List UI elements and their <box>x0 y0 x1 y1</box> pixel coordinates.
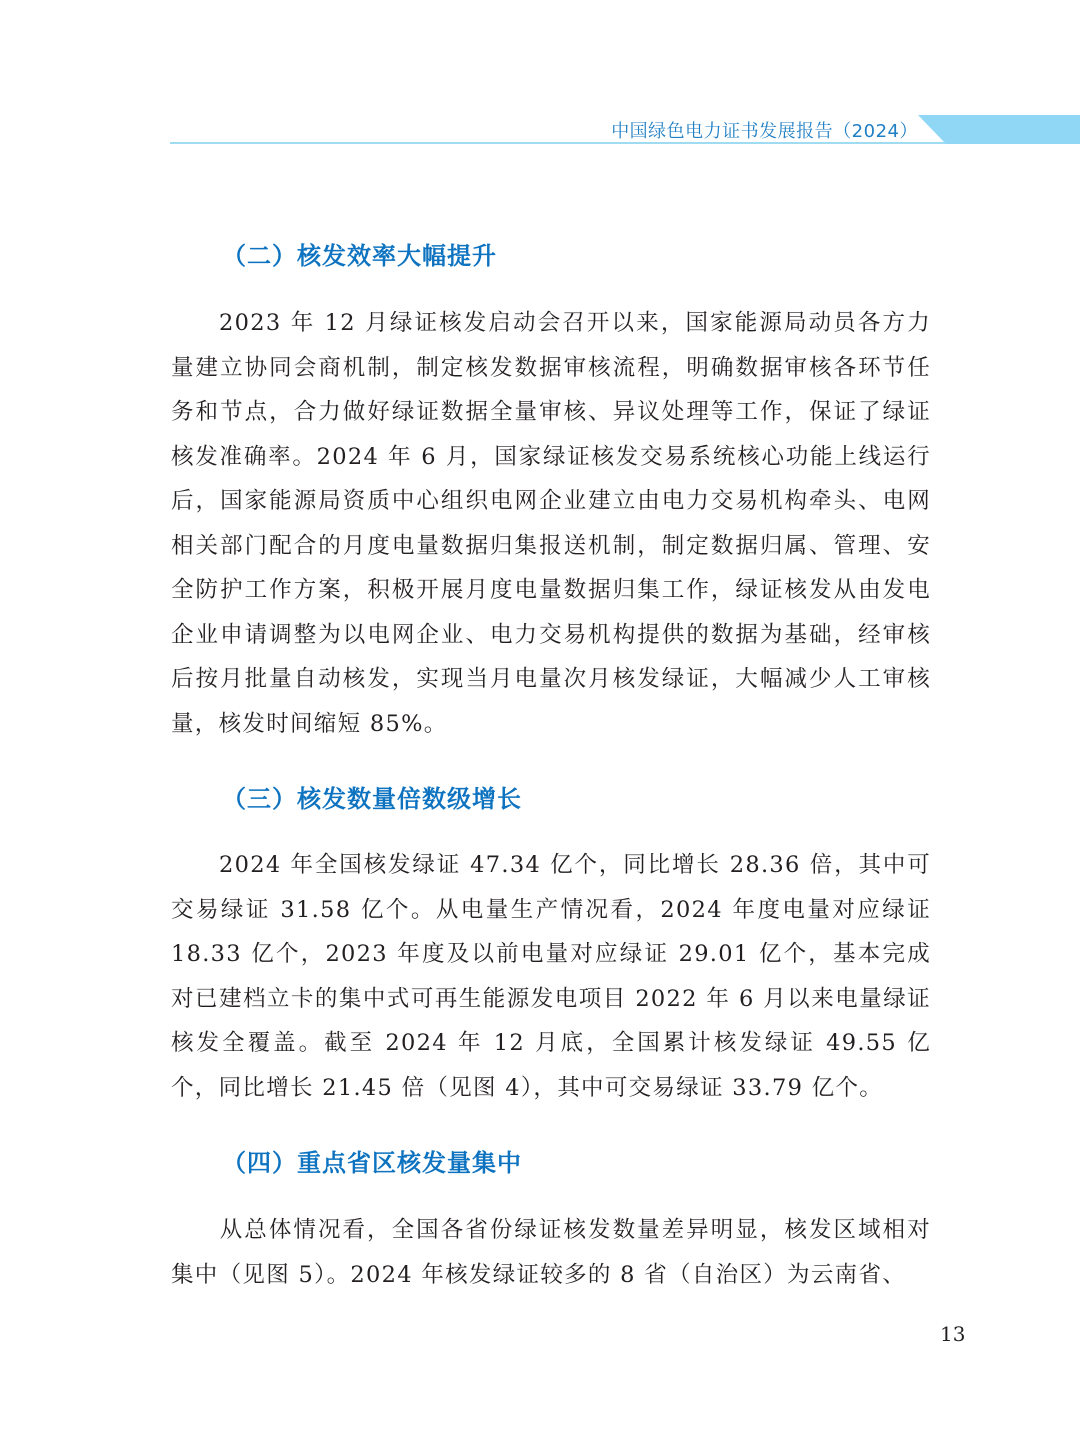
section-heading-efficiency: （二）核发效率大幅提升 <box>222 242 497 270</box>
paragraph-text: 2023 年 12 月绿证核发启动会召开以来，国家能源局动员各方力量建立协同会商机制，制定核发数据审核流程，明确数据审核各环节任务和节点，合力做好绿证数据全量审核、异议处理等工作，保证了绿证核发准确率。2024 年 6 月，国家绿证核发交易系统核心功能上线运行后，国家能源局资质中心组织电网企业建立由电力交易机构牵头、电网相关部门配合的月度电量数据归集报送机制，制定数据归属、管理、安全防护工作方案，积极开展月度电量数据归集工作，绿证核发从由发电企业申请调整为以电网企业、电力交易机构提供的数据为基础，经审核后按月批量自动核发，实现当月电量次月核发绿证，大幅减少人工审核量，核发时间缩短 85%。 <box>171 310 931 737</box>
paragraph-text: 从总体情况看，全国各省份绿证核发数量差异明显，核发区域相对集中（见图 5）。2024 年核发绿证较多的 8 省（自治区）为云南省、 <box>171 1217 931 1288</box>
paragraph-provinces <box>171 1208 931 1297</box>
section-heading-quantity: （三）核发数量倍数级增长 <box>222 785 522 813</box>
running-header-title: 中国绿色电力证书发展报告（2024） <box>611 121 918 142</box>
paragraph-text: 2024 年全国核发绿证 47.34 亿个，同比增长 28.36 倍，其中可交易绿证 31.58 亿个。从电量生产情况看，2024 年度电量对应绿证 18.33 亿个，2023 年度及以前电量对应绿证 29.01 亿个，基本完成对已建档立卡的集中式可再生能源发电项目 2022 年 6 月以来电量绿证核发全覆盖。截至 2024 年 12 月底，全国累计核发绿证 49.55 亿个，同比增长 21.45 倍（见图 4），其中可交易绿证 33.79 亿个。 <box>171 852 931 1101</box>
section-heading-provinces: （四）重点省区核发量集中 <box>222 1149 522 1177</box>
paragraph-efficiency <box>171 301 931 746</box>
header-accent-band <box>918 115 1080 144</box>
page-number: 13 <box>940 1322 966 1346</box>
paragraph-quantity <box>171 843 931 1110</box>
